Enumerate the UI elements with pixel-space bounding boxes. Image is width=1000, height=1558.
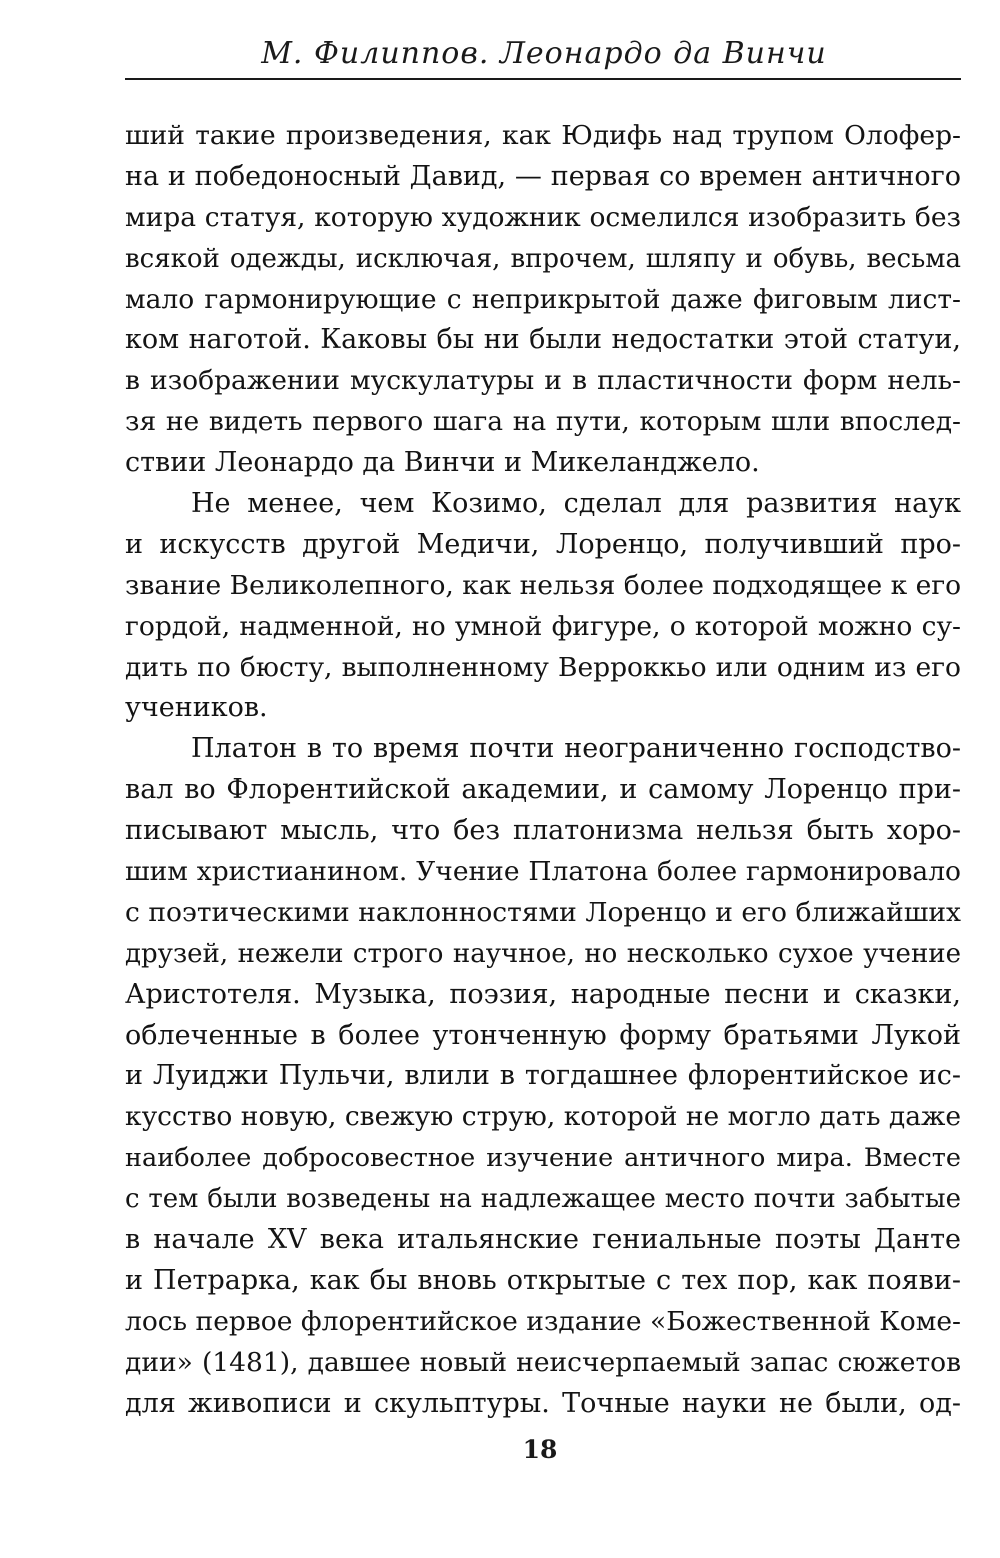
text-line: для живописи и скульптуры. Точные науки не были, од- (125, 1387, 961, 1419)
text-line: друзей, нежели строго научное, но несколько сухое учение (125, 938, 961, 969)
text-line: и искусств другой Медичи, Лоренцо, получивший про- (125, 528, 961, 560)
text-line: Не менее, чем Козимо, сделал для развития наук (191, 488, 961, 520)
paragraph (125, 484, 961, 729)
text-line: дить по бюсту, выполненному Верроккьо или одним из его (125, 651, 961, 683)
text-line: облеченные в более утонченную форму братьями Лукой (125, 1019, 961, 1051)
text-line: лось первое флорентийское издание «Божественной Коме- (125, 1305, 961, 1337)
text-line: всякой одежды, исключая, впрочем, шляпу и обувь, весьма (125, 243, 961, 274)
text-line: вал во Флорентийской академии, и самому Лоренцо при- (125, 774, 961, 806)
text-line: учеников. (125, 692, 268, 724)
text-line: ком наготой. Каковы бы ни были недостатки этой статуи, (125, 324, 961, 356)
text-line: гордой, надменной, но умной фигуре, о которой можно су- (125, 610, 961, 642)
body-text (125, 116, 961, 1425)
text-line: писывают мысль, что без платонизма нельзя быть хоро- (125, 815, 961, 847)
text-line: в начале XV века итальянские гениальные поэты Данте (125, 1224, 961, 1256)
text-line: ший такие произведения, как Юдифь над трупом Олофер- (125, 120, 961, 151)
text-line: кусство новую, свежую струю, которой не могло дать даже (125, 1101, 961, 1133)
text-line: наиболее добросовестное изучение античного мира. Вместе (125, 1143, 961, 1174)
text-line: на и победоносный Давид, — первая со времен античного (125, 160, 961, 192)
running-head: М. Филиппов. Леонардо да Винчи (261, 36, 827, 71)
text-line: звание Великолепного, как нельзя более подходящее к его (125, 569, 961, 601)
header-rule (125, 78, 961, 80)
page-number: 18 (522, 1435, 558, 1464)
text-line: шим христианином. Учение Платона более гармонировало (125, 856, 961, 888)
text-line: и Петрарка, как бы вновь открытые с тех пор, как появи- (125, 1264, 961, 1296)
text-line: Платон в то время почти неограниченно господство- (191, 733, 961, 765)
text-line: мира статуя, которую художник осмелился изобразить без (125, 201, 961, 233)
text-line: и Луиджи Пульчи, влили в тогдашнее флорентийское ис- (125, 1060, 961, 1092)
text-line: в изображении мускулатуры и в пластичности форм нель- (125, 365, 961, 397)
text-line: мало гармонирующие с неприкрытой даже фиговым лист- (125, 283, 961, 315)
text-line: зя не видеть первого шага на пути, которым шли впослед- (125, 406, 961, 438)
text-line: Аристотеля. Музыка, поэзия, народные песни и сказки, (125, 978, 961, 1010)
text-line: с поэтическими наклонностями Лоренцо и его ближайших (125, 896, 961, 928)
text-line: ствии Леонардо да Винчи и Микеланджело. (125, 447, 760, 479)
paragraph (125, 116, 961, 484)
paragraph (125, 729, 961, 1424)
text-line: дии» (1481), давшее новый неисчерпаемый запас сюжетов (125, 1346, 961, 1378)
text-line: с тем были возведены на надлежащее место почти забытые (125, 1184, 961, 1215)
